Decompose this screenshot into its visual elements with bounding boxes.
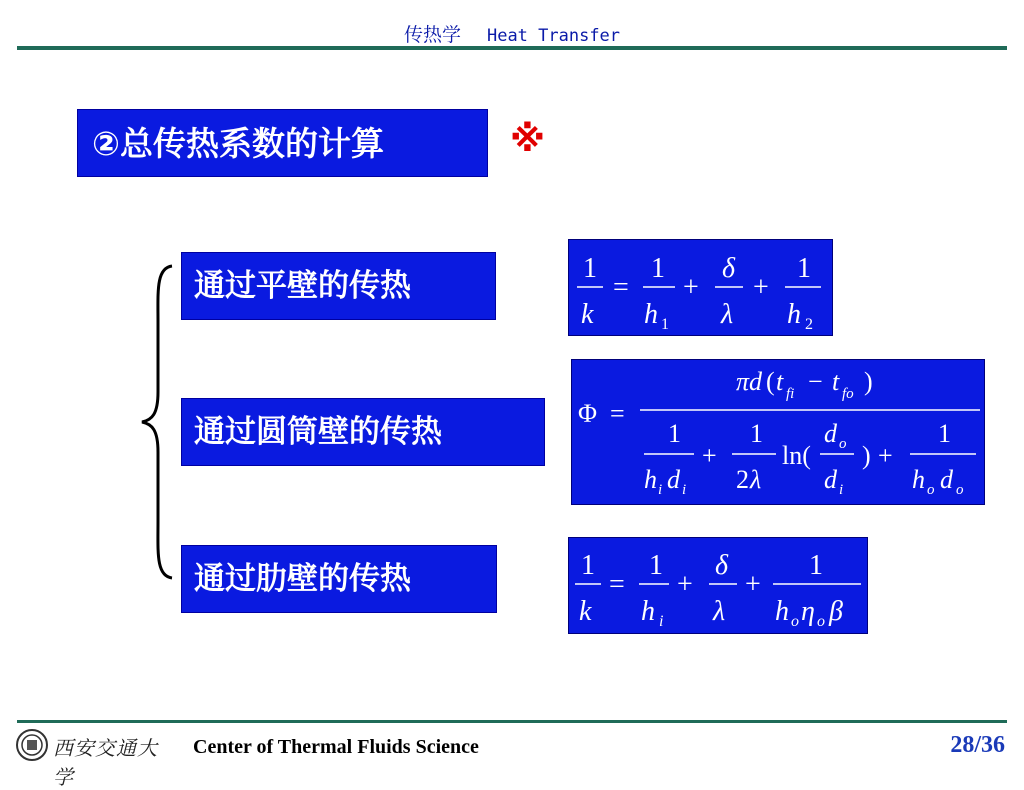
svg-text:β: β [829,596,843,627]
svg-text:ln(: ln( [782,441,811,470]
svg-text:λ: λ [721,299,734,330]
fin-wall-label: 通过肋壁的传热 [181,545,497,613]
svg-text:λ: λ [713,596,726,627]
svg-text:+: + [745,569,761,600]
svg-text:h: h [775,596,789,627]
svg-text:): ) [864,367,873,396]
svg-text:o: o [927,482,935,498]
cylinder-wall-formula [571,359,985,505]
page-header [0,20,1024,47]
svg-text:i: i [839,482,844,498]
svg-text:1: 1 [581,550,595,581]
header-divider [17,46,1007,50]
svg-text:d: d [940,465,953,494]
header-title-cn: 传热学 [403,24,461,46]
svg-text:fi: fi [786,386,795,402]
svg-text:1: 1 [651,253,665,284]
svg-text:h: h [644,465,657,494]
svg-text:1: 1 [649,550,663,581]
svg-text:t: t [776,367,784,396]
svg-text:h: h [641,596,655,627]
svg-text:1: 1 [938,419,951,448]
svg-text:o: o [839,436,847,452]
svg-text:+: + [677,569,693,600]
flat-wall-formula [568,239,833,336]
svg-text:2: 2 [805,316,813,333]
university-name: 西安交通大学 [53,736,158,789]
header-title-en: Heat Transfer [486,26,621,46]
svg-text:k: k [581,299,594,330]
university-logo [15,728,165,789]
svg-text:δ: δ [722,253,736,284]
svg-text:1: 1 [797,253,811,284]
svg-text:1: 1 [750,419,763,448]
svg-text:d: d [824,419,837,448]
curly-brace-icon [138,262,178,582]
svg-text:+: + [702,441,717,470]
svg-text:(: ( [766,367,775,396]
svg-text:δ: δ [715,550,729,581]
page-number: 28/36 [950,732,1005,758]
fin-wall-formula [568,537,868,634]
cylinder-wall-label: 通过圆筒壁的传热 [181,398,545,466]
svg-text:1: 1 [668,419,681,448]
svg-text:o: o [817,613,825,630]
svg-text:i: i [682,482,687,498]
svg-text:d: d [667,465,680,494]
svg-text:πd: πd [736,367,763,396]
svg-text:+: + [753,272,769,303]
svg-text:Φ: Φ [578,399,598,428]
svg-text:1: 1 [809,550,823,581]
svg-text:=: = [613,272,629,303]
svg-text:fo: fo [842,386,854,402]
svg-text:=: = [610,399,625,428]
svg-text:i: i [658,482,663,498]
svg-text:h: h [787,299,801,330]
footer-center-name: Center of Thermal Fluids Science [193,736,479,758]
svg-text:η: η [801,596,815,627]
svg-text:d: d [824,465,837,494]
svg-text:h: h [644,299,658,330]
svg-text:t: t [832,367,840,396]
svg-text:1: 1 [583,253,597,284]
svg-text:λ: λ [750,465,762,494]
footer-divider [17,720,1007,723]
svg-text:h: h [912,465,925,494]
svg-text:2: 2 [736,465,749,494]
svg-text:1: 1 [661,316,669,333]
section-title: ②总传热系数的计算 [77,109,488,177]
svg-text:+: + [878,441,893,470]
svg-text:−: − [808,367,823,396]
svg-text:o: o [956,482,964,498]
svg-text:k: k [579,596,592,627]
svg-text:): ) [862,441,871,470]
flat-wall-label: 通过平壁的传热 [181,252,496,320]
svg-text:o: o [791,613,799,630]
key-point-mark: ※ [510,119,545,160]
svg-text:=: = [609,569,625,600]
svg-text:+: + [683,272,699,303]
svg-text:i: i [659,613,664,630]
